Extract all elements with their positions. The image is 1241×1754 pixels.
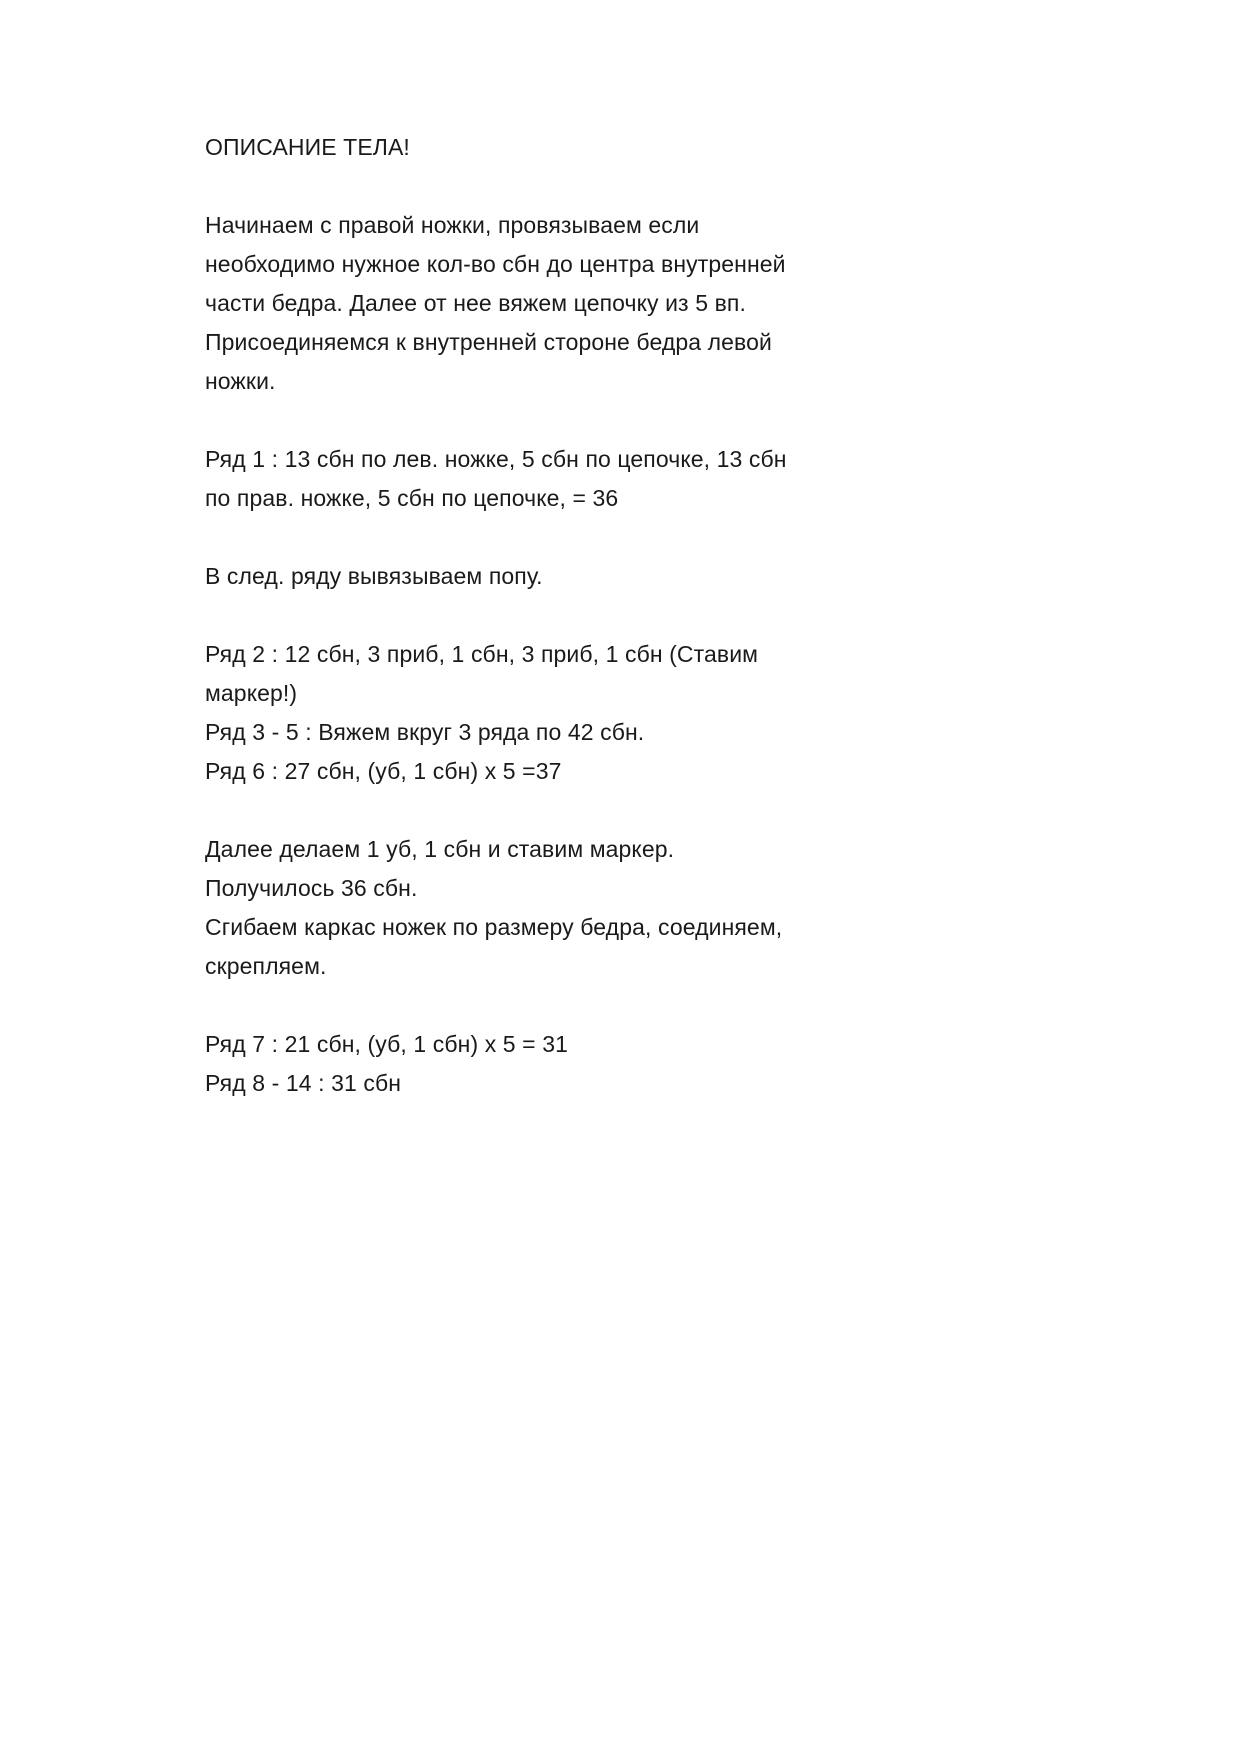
text-line: Ряд 8 - 14 : 31 сбн xyxy=(205,1070,402,1096)
text-line: Получилось 36 сбн. xyxy=(205,875,418,901)
assembly-paragraph xyxy=(205,830,905,986)
document-body xyxy=(205,128,905,1142)
text-line: Присоединяемся к внутренней стороне бедра левой xyxy=(205,329,772,355)
text-line: Ряд 7 : 21 сбн, (уб, 1 сбн) х 5 = 31 xyxy=(205,1031,568,1057)
row-1-paragraph xyxy=(205,440,905,518)
text-line: Ряд 3 - 5 : Вяжем вкруг 3 ряда по 42 сбн. xyxy=(205,719,645,745)
text-line: Далее делаем 1 уб, 1 сбн и ставим маркер. xyxy=(205,836,675,862)
text-line: маркер!) xyxy=(205,680,298,706)
text-line: Ряд 2 : 12 сбн, 3 приб, 1 сбн, 3 приб, 1 сбн (Ставим xyxy=(205,641,759,667)
rows-2-6-paragraph xyxy=(205,635,905,791)
intro-paragraph xyxy=(205,206,905,401)
text-line: ножки. xyxy=(205,368,276,394)
rows-7-14-paragraph xyxy=(205,1025,905,1103)
text-line: необходимо нужное кол-во сбн до центра внутренней xyxy=(205,251,786,277)
text-line: скрепляем. xyxy=(205,953,327,979)
text-line: В след. ряду вывязываем попу. xyxy=(205,563,543,589)
text-line: Ряд 6 : 27 сбн, (уб, 1 сбн) х 5 =37 xyxy=(205,758,562,784)
text-line: Начинаем с правой ножки, провязываем если xyxy=(205,212,700,238)
text-line: по прав. ножке, 5 сбн по цепочке, = 36 xyxy=(205,485,619,511)
text-line: Сгибаем каркас ножек по размеру бедра, соединяем, xyxy=(205,914,783,940)
text-line: Ряд 1 : 13 сбн по лев. ножке, 5 сбн по цепочке, 13 сбн xyxy=(205,446,787,472)
text-line: части бедра. Далее от нее вяжем цепочку из 5 вп. xyxy=(205,290,746,316)
document-title: ОПИСАНИЕ ТЕЛА! xyxy=(205,134,410,160)
note-paragraph xyxy=(205,557,905,596)
